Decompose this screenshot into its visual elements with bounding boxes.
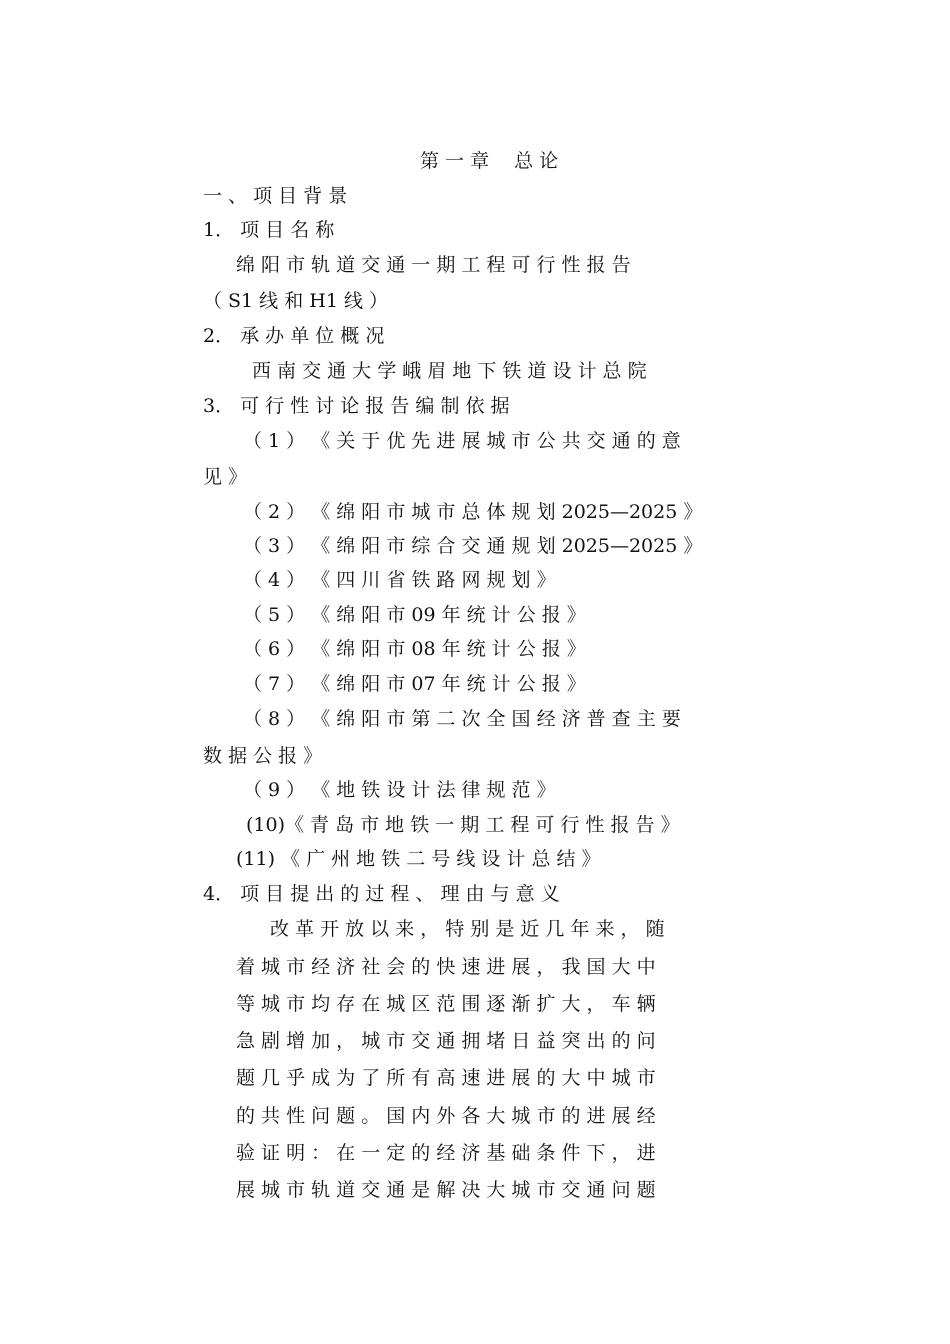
chapter-heading [0, 144, 950, 178]
paragraph-line [0, 987, 950, 1021]
project-name-line-2 [0, 284, 950, 318]
paragraph-line [0, 950, 950, 984]
basis-item [0, 739, 950, 773]
basis-text: （ 1 ） 《 关 于 优 先 进 展 城 市 公 共 交 通 的 意 [243, 430, 681, 452]
basis-item [0, 808, 950, 842]
paragraph-line [0, 1173, 950, 1207]
basis-text: （ 5 ） 《 绵 阳 市 09 年 统 计 公 报 》 [243, 604, 586, 626]
project-name-lines: （ S1 线 和 H1 线 ） [203, 290, 388, 312]
paragraph-text: 急 剧 增 加 ， 城 市 交 通 拥 堵 日 益 突 出 的 问 [236, 1030, 656, 1052]
basis-text: 见 》 [203, 466, 248, 488]
paragraph-text: 等 城 市 均 存 在 城 区 范 围 逐 渐 扩 大 ， 车 辆 [236, 993, 656, 1015]
paragraph-text: 题 几 乎 成 为 了 所 有 高 速 进 展 的 大 中 城 市 [236, 1067, 656, 1089]
paragraph-text: 着 城 市 经 济 社 会 的 快 速 进 展 ， 我 国 大 中 [236, 956, 656, 978]
paragraph-line [0, 1099, 950, 1133]
paragraph-text: 展 城 市 轨 道 交 通 是 解 决 大 城 市 交 通 问 题 [236, 1179, 656, 1201]
basis-item [0, 842, 950, 876]
basis-item [0, 460, 950, 494]
item-1-title: 1． 项 目 名 称 [203, 219, 335, 241]
section-1-title: 一 、 项 目 背 景 [203, 185, 348, 207]
paragraph-text: 的 共 性 问 题 。 国 内 外 各 大 城 市 的 进 展 经 [236, 1105, 656, 1127]
item-2-title: 2． 承 办 单 位 概 况 [203, 325, 385, 347]
organization-line [0, 354, 950, 388]
basis-text: (10)《 青 岛 市 地 铁 一 期 工 程 可 行 性 报 告 》 [246, 814, 680, 836]
basis-text: （ 7 ） 《 绵 阳 市 07 年 统 计 公 报 》 [243, 673, 586, 695]
item-4-title: 4． 项 目 提 出 的 过 程 、 理 由 与 意 义 [203, 883, 560, 905]
item-3-heading [0, 389, 950, 423]
basis-text: （ 2 ） 《 绵 阳 市 城 市 总 体 规 划 2025—2025 》 [243, 501, 703, 523]
item-4-heading [0, 877, 950, 911]
paragraph-line [0, 1061, 950, 1095]
basis-item [0, 529, 950, 563]
basis-text: （ 4 ） 《 四 川 省 铁 路 网 规 划 》 [243, 569, 556, 591]
basis-text: （ 9 ） 《 地 铁 设 计 法 律 规 范 》 [243, 779, 556, 801]
section-heading [0, 179, 950, 213]
basis-item [0, 495, 950, 529]
item-2-heading [0, 319, 950, 353]
paragraph-line [0, 1136, 950, 1170]
project-name-line [0, 248, 950, 282]
basis-item [0, 563, 950, 597]
basis-text: (11) 《 广 州 地 铁 二 号 线 设 计 总 结 》 [236, 848, 601, 870]
paragraph-line [0, 912, 950, 946]
basis-item [0, 773, 950, 807]
item-1-heading [0, 213, 950, 247]
paragraph-text: 改 革 开 放 以 来 ， 特 别 是 近 几 年 来 ， 随 [270, 918, 665, 940]
paragraph-line [0, 1024, 950, 1058]
basis-text: （ 8 ） 《 绵 阳 市 第 二 次 全 国 经 济 普 查 主 要 [243, 708, 681, 730]
basis-item [0, 632, 950, 666]
chapter-title: 第 一 章 总 论 [420, 150, 559, 172]
item-3-title: 3． 可 行 性 讨 论 报 告 编 制 依 据 [203, 395, 510, 417]
basis-item [0, 598, 950, 632]
basis-item [0, 667, 950, 701]
project-name: 绵 阳 市 轨 道 交 通 一 期 工 程 可 行 性 报 告 [236, 254, 631, 276]
basis-text: （ 6 ） 《 绵 阳 市 08 年 统 计 公 报 》 [243, 638, 586, 660]
organization-name: 西 南 交 通 大 学 峨 眉 地 下 铁 道 设 计 总 院 [252, 360, 647, 382]
basis-text: （ 3 ） 《 绵 阳 市 综 合 交 通 规 划 2025—2025 》 [243, 535, 703, 557]
basis-item [0, 702, 950, 736]
paragraph-text: 验 证 明 ： 在 一 定 的 经 济 基 础 条 件 下 ， 进 [236, 1142, 656, 1164]
basis-text: 数 据 公 报 》 [203, 745, 323, 767]
basis-item [0, 424, 950, 458]
